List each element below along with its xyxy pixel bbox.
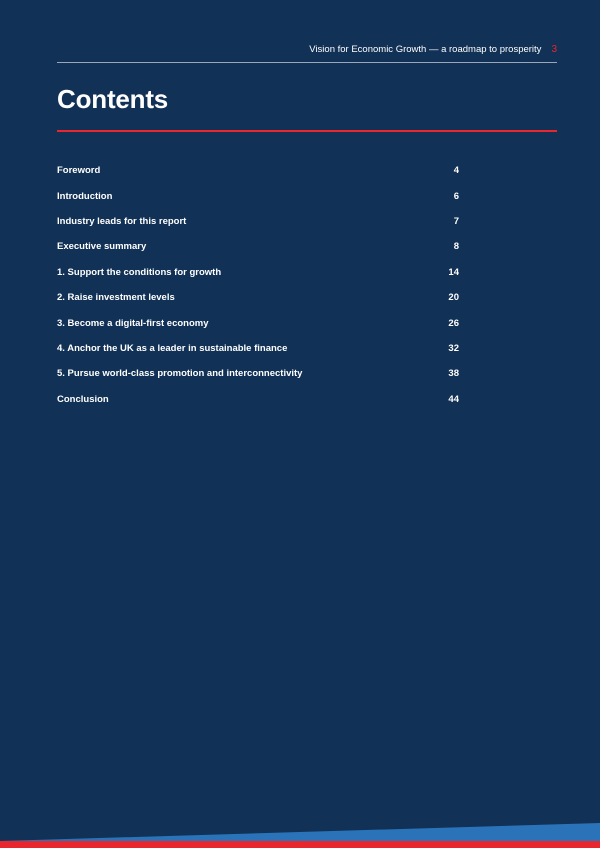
- footer-stripe: [0, 808, 600, 848]
- toc-entry-label: 4. Anchor the UK as a leader in sustainable finance: [57, 342, 288, 354]
- toc-entry-label: Conclusion: [57, 393, 109, 405]
- toc-entry-page: 7: [453, 215, 459, 227]
- toc-entry-page: 8: [453, 241, 459, 253]
- toc-entry-label: 2. Raise investment levels: [57, 292, 175, 304]
- running-title: Vision for Economic Growth — a roadmap to prosperity: [309, 43, 542, 55]
- toc-entry-label: Industry leads for this report: [57, 215, 187, 227]
- toc-entry-executive-summary[interactable]: [57, 234, 459, 259]
- table-of-contents: [57, 158, 459, 412]
- toc-entry-page: 38: [448, 368, 459, 380]
- toc-entry-foreword[interactable]: [57, 158, 459, 183]
- toc-entry-section-1[interactable]: [57, 260, 459, 285]
- running-header: [57, 38, 557, 60]
- toc-entry-page: 14: [448, 266, 459, 278]
- toc-entry-page: 20: [448, 292, 459, 304]
- toc-entry-page: 6: [453, 190, 459, 202]
- toc-entry-conclusion[interactable]: [57, 387, 459, 412]
- toc-entry-label: 5. Pursue world-class promotion and interconnectivity: [57, 368, 303, 380]
- toc-entry-introduction[interactable]: [57, 183, 459, 208]
- page-title: Contents: [57, 84, 169, 114]
- toc-entry-page: 32: [448, 342, 459, 354]
- toc-entry-page: 26: [448, 317, 459, 329]
- toc-entry-page: 4: [453, 165, 459, 177]
- toc-entry-page: 44: [448, 393, 459, 405]
- page-number: 3: [551, 43, 557, 55]
- footer-red-band: [0, 841, 600, 848]
- title-underline: [57, 130, 557, 132]
- toc-entry-label: 3. Become a digital-first economy: [57, 317, 209, 329]
- toc-entry-industry-leads[interactable]: [57, 209, 459, 234]
- toc-entry-label: 1. Support the conditions for growth: [57, 266, 222, 278]
- toc-entry-section-5[interactable]: [57, 361, 459, 386]
- toc-entry-label: Introduction: [57, 190, 113, 202]
- header-divider: [57, 62, 557, 63]
- toc-entry-section-4[interactable]: [57, 336, 459, 361]
- toc-entry-section-2[interactable]: [57, 285, 459, 310]
- toc-entry-label: Foreword: [57, 165, 101, 177]
- toc-entry-section-3[interactable]: [57, 310, 459, 335]
- toc-entry-label: Executive summary: [57, 241, 147, 253]
